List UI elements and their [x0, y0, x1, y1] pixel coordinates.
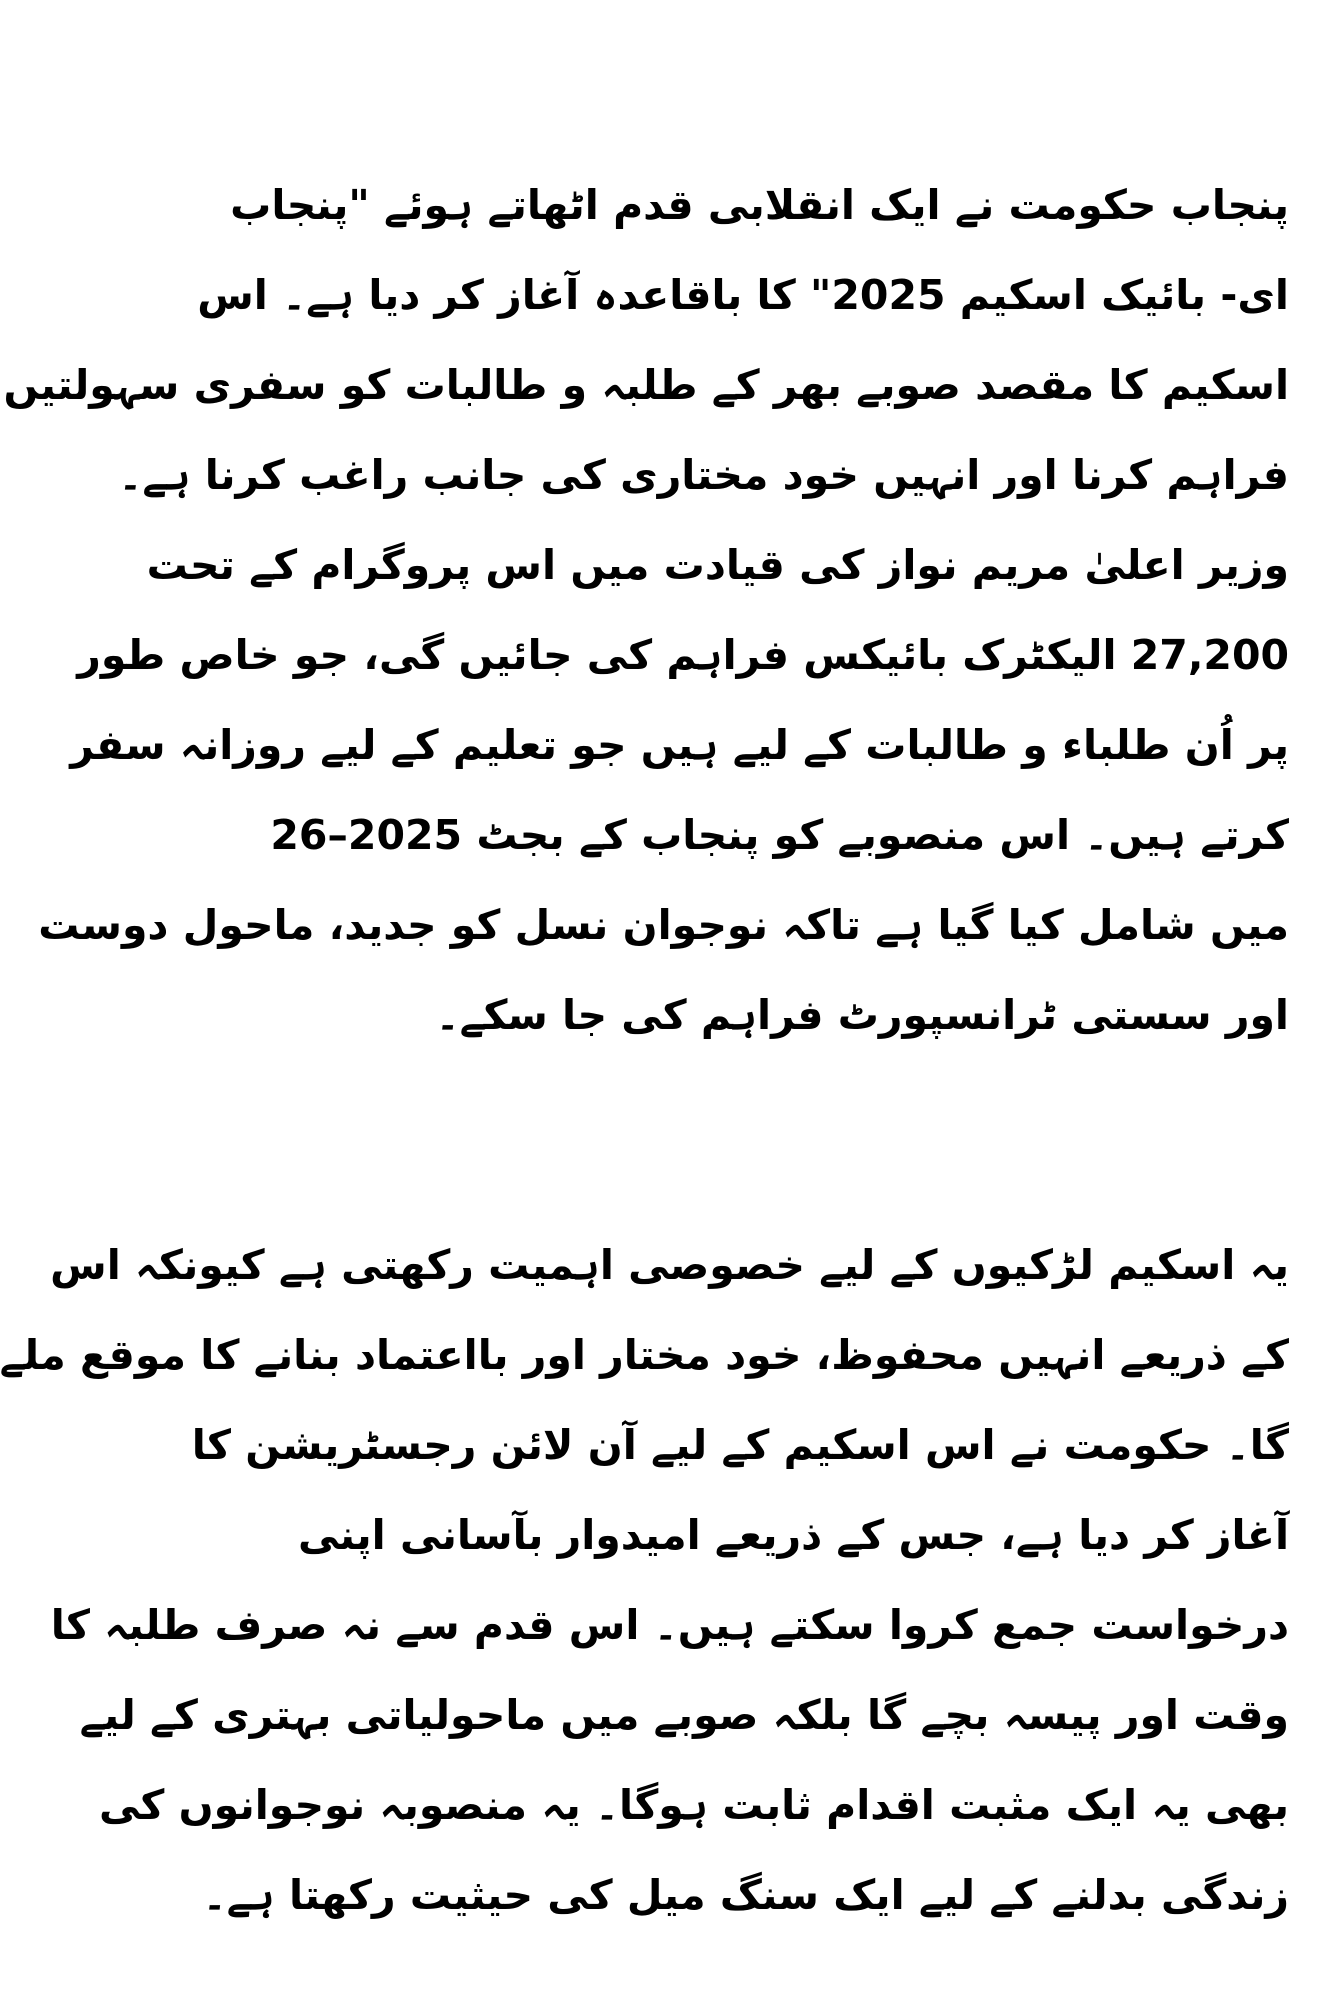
text-line: بھی یہ ایک مثبت اقدام ثابت ہوگا۔ یہ منصوبہ نوجوانوں کی — [99, 1781, 1289, 1829]
text-line: پنجاب حکومت نے ایک انقلابی قدم اٹھاتے ہوئے "پنجاب — [230, 181, 1289, 229]
text-line: ای- بائیک اسکیم 2025" کا باقاعدہ آغاز کر دیا ہے۔ اس — [197, 271, 1289, 319]
text-line: آغاز کر دیا ہے، جس کے ذریعے امیدوار بآسانی اپنی — [298, 1511, 1289, 1559]
text-line: 27,200 الیکٹرک بائیکس فراہم کی جائیں گی، جو خاص طور — [77, 631, 1289, 679]
text-line: یہ اسکیم لڑکیوں کے لیے خصوصی اہمیت رکھتی ہے کیونکہ اس — [50, 1241, 1289, 1289]
text-line: فراہم کرنا اور انہیں خود مختاری کی جانب راغب کرنا ہے۔ — [118, 451, 1289, 499]
text-line: میں شامل کیا گیا ہے تاکہ نوجوان نسل کو جدید، ماحول دوست — [38, 901, 1289, 949]
text-line: زندگی بدلنے کے لیے ایک سنگ میل کی حیثیت رکھتا ہے۔ — [202, 1871, 1289, 1919]
text-line: وزیر اعلیٰ مریم نواز کی قیادت میں اس پروگرام کے تحت — [146, 541, 1289, 589]
text-line: کرتے ہیں۔ اس منصوبے کو پنجاب کے بجٹ 2025–26 — [270, 811, 1289, 859]
text-line: گا۔ حکومت نے اس اسکیم کے لیے آن لائن رجسٹریشن کا — [191, 1421, 1289, 1469]
text-line: اسکیم کا مقصد صوبے بھر کے طلبہ و طالبات کو سفری سہولتیں — [3, 361, 1289, 409]
text-line: وقت اور پیسہ بچے گا بلکہ صوبے میں ماحولیاتی بہتری کے لیے — [79, 1691, 1289, 1739]
text-line: کے ذریعے انہیں محفوظ، خود مختار اور بااعتماد بنانے کا موقع ملے — [0, 1331, 1289, 1379]
text-line: اور سستی ٹرانسپورٹ فراہم کی جا سکے۔ — [435, 991, 1289, 1039]
text-line: درخواست جمع کروا سکتے ہیں۔ اس قدم سے نہ صرف طلبہ کا — [50, 1601, 1289, 1649]
text-line: پر اُن طلباء و طالبات کے لیے ہیں جو تعلیم کے لیے روزانہ سفر — [70, 721, 1289, 769]
